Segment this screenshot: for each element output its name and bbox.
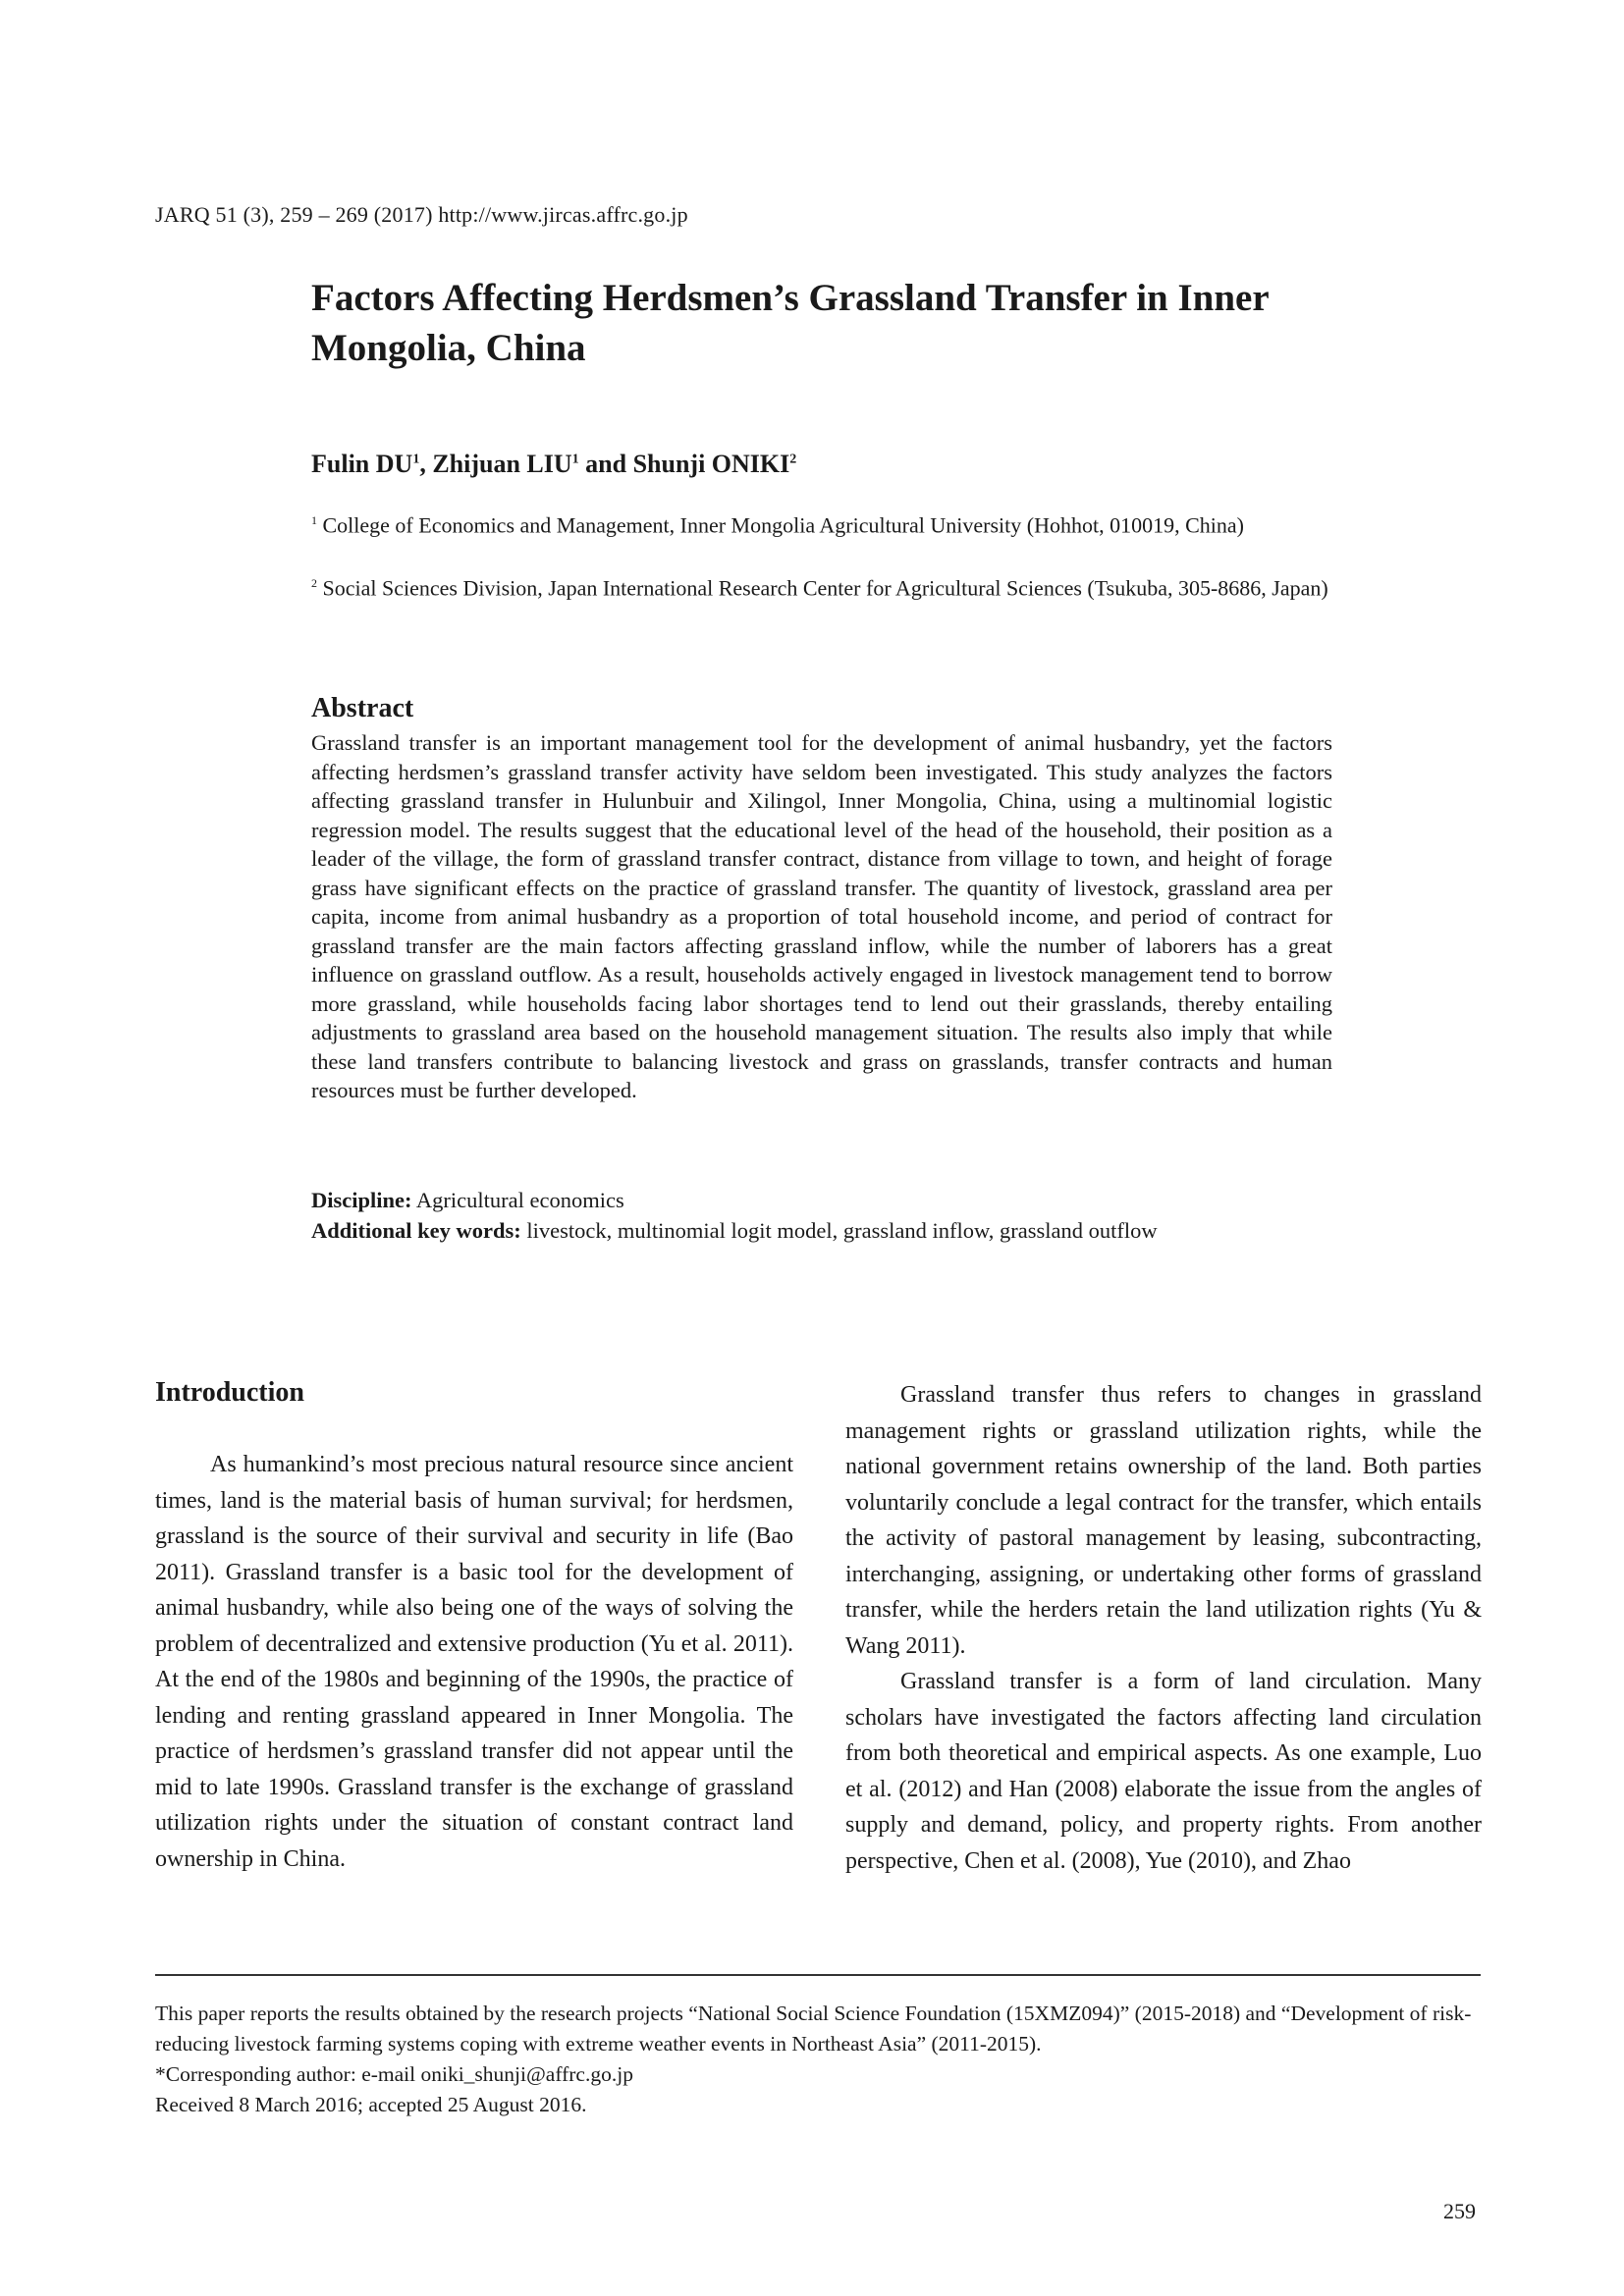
body-paragraph: Grassland transfer is a form of land circulation. Many scholars have investigated the factors affecting land circulation from both theoretical and empirical aspects. As one example, Luo et al. (2012) and Han (2008) elaborate the issue from the angles of supply and demand, policy, and property rights. From another perspective, Chen et al. (2008), Yue (2010), and Zhao	[845, 1669, 1482, 1874]
affiliation-1	[311, 505, 1348, 541]
author-name: Shunji ONIKI	[632, 450, 790, 478]
body-paragraph: As humankind’s most precious natural resource since ancient times, land is the material basis of human survival; for herdsmen, grassland is the source of their survival and security in life (Bao 2011). Grassland transfer is a basic tool for the development of animal husbandry, while also being one of the ways of solving the problem of decentralized and extensive production (Yu et al. 2011). At the end of the 1980s and beginning of the 1990s, the practice of lending and renting grassland appeared in Inner Mongolia. The practice of herdsmen’s grassland transfer did not appear until the mid to late 1990s. Grassland transfer is the exchange of grassland utilization rights under the situation of constant contract land ownership in China.	[155, 1452, 793, 1872]
author-name: Fulin DU	[311, 450, 413, 478]
journal-citation: JARQ 51 (3), 259 – 269 (2017) http://www.jircas.affrc.go.jp	[155, 202, 688, 227]
author-affiliation-mark: 1	[412, 452, 420, 467]
affiliation-text: College of Economics and Management, Inner Mongolia Agricultural University (Hohhot, 010019, China)	[322, 512, 1244, 538]
body-column-right	[845, 1377, 1482, 1879]
discipline-label: Discipline:	[311, 1188, 412, 1212]
affiliation-number: 2	[311, 576, 317, 590]
funding-note: This paper reports the results obtained by the research projects “National Social Science Foundation (15XMZ094)” (2015-2018) and “Development of risk-reducing livestock farming systems coping with extreme weather events in Northeast Asia” (2011-2015).	[155, 2002, 1472, 2056]
corresponding-author-note: *Corresponding author: e-mail oniki_shunji@affrc.go.jp	[155, 2062, 633, 2086]
author-affiliation-mark: 2	[789, 452, 797, 467]
body-column-left	[155, 1447, 793, 1877]
footnote-block	[155, 1999, 1490, 2120]
paper-title: Factors Affecting Herdsmen’s Grassland Transfer in Inner Mongolia, China	[311, 277, 1269, 369]
received-date-note: Received 8 March 2016; accepted 25 August 2016.	[155, 2093, 587, 2116]
affiliation-2	[311, 567, 1348, 604]
keywords-value: livestock, multinomial logit model, grassland inflow, grassland outflow	[520, 1218, 1158, 1243]
introduction-heading: Introduction	[155, 1377, 304, 1408]
keywords-label: Additional key words:	[311, 1218, 521, 1243]
affiliation-text: Social Sciences Division, Japan International Research Center for Agricultural Sciences (Tsukuba, 305-8686, Japan)	[322, 575, 1328, 601]
page-number: 259	[1443, 2199, 1476, 2223]
author-separator: ,	[419, 450, 433, 478]
author-name: Zhijuan LIU	[432, 450, 572, 478]
affiliation-number: 1	[311, 513, 317, 527]
discipline-value: Agricultural economics	[411, 1188, 624, 1212]
discipline-line	[311, 1185, 1391, 1215]
abstract-text: Grassland transfer is an important management tool for the development of animal husbandry, yet the factors affecting herdsmen’s grassland transfer activity have seldom been investigated. This study analyzes the factors affecting grassland transfer in Hulunbuir and Xilingol, Inner Mongolia, China, using a multinomial logistic regression model. The results suggest that the educational level of the head of the household, their position as a leader of the village, the form of grassland transfer contract, distance from village to town, and height of forage grass have significant effects on the practice of grassland transfer. The quantity of livestock, grassland area per capita, income from animal husbandry as a proportion of total household income, and period of contract for grassland transfer are the main factors affecting grassland inflow, while the number of laborers has a great influence on grassland outflow. As a result, households actively engaged in livestock management tend to borrow more grassland, while households facing labor shortages tend to lend out their grasslands, thereby entailing adjustments to grassland area based on the household management situation. The results also imply that while these land transfers contribute to balancing livestock and grass on grasslands, transfer contracts and human resources must be further developed.	[311, 730, 1332, 1102]
abstract-heading: Abstract	[311, 693, 414, 723]
author-affiliation-mark: 1	[571, 452, 579, 467]
author-separator: and	[578, 450, 633, 478]
footnote-divider	[155, 1974, 1481, 1976]
body-paragraph: Grassland transfer thus refers to changes in grassland management rights or grassland utilization rights, while the national government retains ownership of the land. Both parties voluntarily conclude a legal contract for the transfer, which entails the activity of pastoral management by leasing, subcontracting, interchanging, assigning, or undertaking other forms of grassland transfer, while the herders retain the land utilization rights (Yu & Wang 2011).	[845, 1382, 1482, 1659]
author-list	[311, 450, 796, 479]
keywords-line	[311, 1215, 1391, 1246]
keywords-block	[311, 1185, 1391, 1246]
